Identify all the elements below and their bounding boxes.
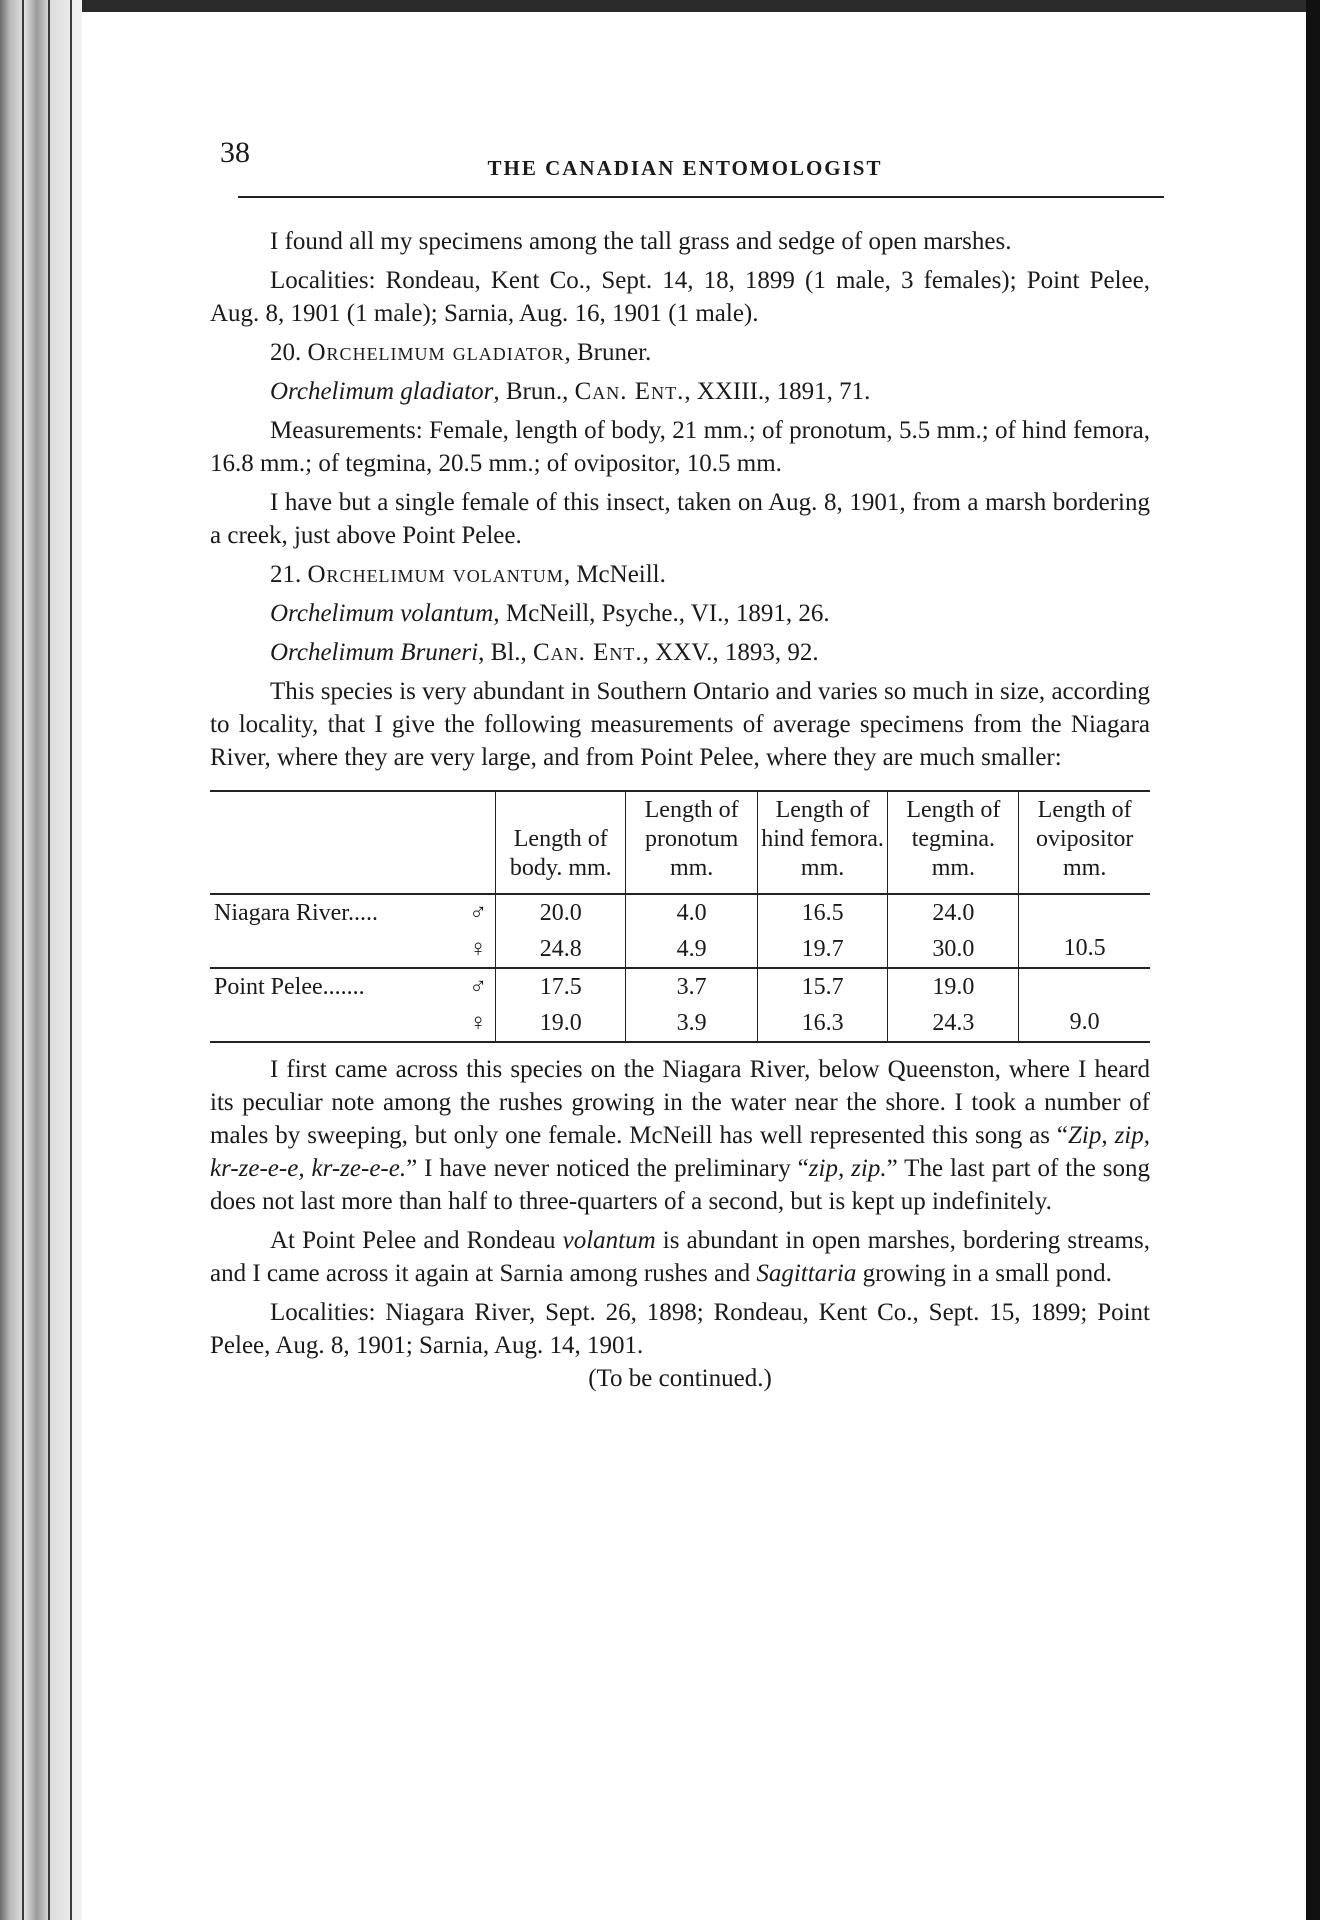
paragraph: I have but a single female of this insect, taken on Aug. 8, 1901, from a marsh bordering a creek, just above Point Pelee.	[210, 489, 1150, 549]
species-reference	[210, 375, 1150, 408]
species-number: 20.	[270, 339, 302, 366]
column-header: Length of pronotum mm.	[626, 791, 757, 894]
species-reference	[210, 636, 1150, 669]
table-cell-ovipositor: 10.5	[1019, 894, 1150, 968]
table-cell: 4.9	[626, 931, 757, 968]
gutter-line	[22, 0, 24, 1920]
song-quote: Zip, zip, kr-ze-e-e, kr-ze-e-e.	[210, 1122, 1150, 1182]
text-run: I first came across this species on the Niagara River, below Queenston, where I heard its peculiar note among the rushes growing in the water near the shore. I took a number of males by sweeping, but only one female. McNeill has well represented this song as “	[210, 1056, 1150, 1149]
table-stub-header	[210, 791, 496, 894]
species-ref-name: Orchelimum volantum	[270, 600, 494, 627]
table-cell-ovipositor: 9.0	[1019, 968, 1150, 1042]
locality: Point Pelee.......	[214, 973, 365, 1000]
table-cell: 19.0	[888, 968, 1019, 1005]
text-run: ” I have never noticed the preliminary “	[406, 1155, 809, 1182]
table-cell: 24.0	[888, 894, 1019, 931]
text-run: At Point Pelee and Rondeau	[270, 1227, 563, 1254]
table-cell: 16.5	[757, 894, 888, 931]
journal-name: Can. Ent.	[574, 378, 685, 405]
row-label	[210, 968, 496, 1005]
species-name: Orchelimum volantum	[307, 561, 564, 588]
species-ref-text: , McNeill, Psyche., VI., 1891, 26.	[493, 600, 830, 627]
text-run: is abundant in open marshes, bordering streams, and I came across it again at Sarnia among rushes and	[210, 1227, 1150, 1287]
table-cell: 3.9	[626, 1005, 757, 1042]
species-number: 21.	[270, 561, 302, 588]
species-ref-name: Orchelimum gladiator	[270, 378, 494, 405]
table-row	[210, 1005, 1150, 1042]
table-cell: 17.5	[496, 968, 626, 1005]
column-header: Length of ovipositor mm.	[1019, 791, 1150, 894]
table-cell: 19.0	[496, 1005, 626, 1042]
page-number: 38	[220, 136, 250, 169]
species-heading	[210, 558, 1150, 591]
text-run: growing in a small pond.	[856, 1260, 1112, 1287]
book-page	[210, 130, 1160, 1392]
table-cell: 24.3	[888, 1005, 1019, 1042]
table-cell: 3.7	[626, 968, 757, 1005]
table-row	[210, 894, 1150, 931]
table-cell: 19.7	[757, 931, 888, 968]
scan-top-edge	[82, 0, 1306, 12]
species-name: Orchelimum gladiator	[307, 339, 565, 366]
paragraph	[210, 1053, 1150, 1218]
row-label	[210, 1005, 496, 1042]
paragraph: Measurements: Female, length of body, 21 mm.; of pronotum, 5.5 mm.; of hind femora, 16.8 mm.; of tegmina, 20.5 mm.; of ovipositor, 10.5 mm.	[210, 417, 1150, 477]
species-author: , McNeill.	[563, 561, 666, 588]
paragraph: I found all my specimens among the tall grass and sedge of open marshes.	[270, 228, 1012, 255]
paragraph	[210, 1224, 1150, 1290]
table-cell: 4.0	[626, 894, 757, 931]
paragraph: This species is very abundant in Southern Ontario and varies so much in size, according to locality, that I give the following measurements of average specimens from the Niagara River, where they are very large, and from Point Pelee, where they are much smaller:	[210, 678, 1150, 771]
page-header	[210, 130, 1160, 190]
species-epithet: volantum	[562, 1227, 656, 1254]
sex-symbol: ♀	[469, 1009, 488, 1036]
text-run: ” The last part of the song does not last more than half to three-quarters of a second, but is kept up indefinitely.	[210, 1155, 1150, 1215]
table-cell: 16.3	[757, 1005, 888, 1042]
table-cell: 20.0	[496, 894, 626, 931]
table-cell: 15.7	[757, 968, 888, 1005]
species-ref-text: , Bl.,	[478, 639, 533, 666]
header-rule	[238, 196, 1164, 198]
species-heading	[210, 336, 1150, 369]
gutter-line	[70, 0, 72, 1920]
song-quote: zip, zip.	[808, 1155, 887, 1182]
table-header-row	[210, 791, 1150, 894]
sex-symbol: ♀	[469, 935, 488, 962]
paragraph: Localities: Rondeau, Kent Co., Sept. 14, 18, 1899 (1 male, 3 females); Point Pelee, Aug. 8, 1901 (1 male); Sarnia, Aug. 16, 1901 (1 male).	[210, 267, 1150, 327]
column-header: Length of hind femora. mm.	[757, 791, 888, 894]
row-label	[210, 931, 496, 968]
column-header: Length of body. mm.	[496, 791, 626, 894]
species-ref-name: Orchelimum Bruneri	[270, 639, 479, 666]
row-label	[210, 894, 496, 931]
table-cell: 24.8	[496, 931, 626, 968]
locality: Niagara River.....	[214, 899, 378, 926]
page-body	[210, 225, 1150, 1395]
paragraph: Localities: Niagara River, Sept. 26, 1898; Rondeau, Kent Co., Sept. 15, 1899; Point Pelee, Aug. 8, 1901; Sarnia, Aug. 14, 1901.	[210, 1299, 1150, 1359]
species-author: , Bruner.	[564, 339, 652, 366]
table-row	[210, 931, 1150, 968]
column-header: Length of tegmina. mm.	[888, 791, 1019, 894]
gutter-line	[48, 0, 50, 1920]
table-cell: 30.0	[888, 931, 1019, 968]
species-ref-text: , XXV., 1893, 92.	[642, 639, 819, 666]
journal-name: Can. Ent.	[532, 639, 643, 666]
plant-genus: Sagittaria	[756, 1260, 857, 1287]
sex-symbol: ♂	[469, 899, 488, 926]
species-ref-text: , XXIII., 1891, 71.	[684, 378, 871, 405]
species-reference	[210, 597, 1150, 630]
scan-right-edge	[1306, 0, 1320, 1920]
running-title: THE CANADIAN ENTOMOLOGIST	[487, 156, 883, 180]
species-ref-text: , Brun.,	[493, 378, 575, 405]
table-row	[210, 968, 1150, 1005]
sex-symbol: ♂	[469, 973, 488, 1000]
continued-note: (To be continued.)	[588, 1365, 772, 1392]
measurements-table	[210, 790, 1150, 1043]
